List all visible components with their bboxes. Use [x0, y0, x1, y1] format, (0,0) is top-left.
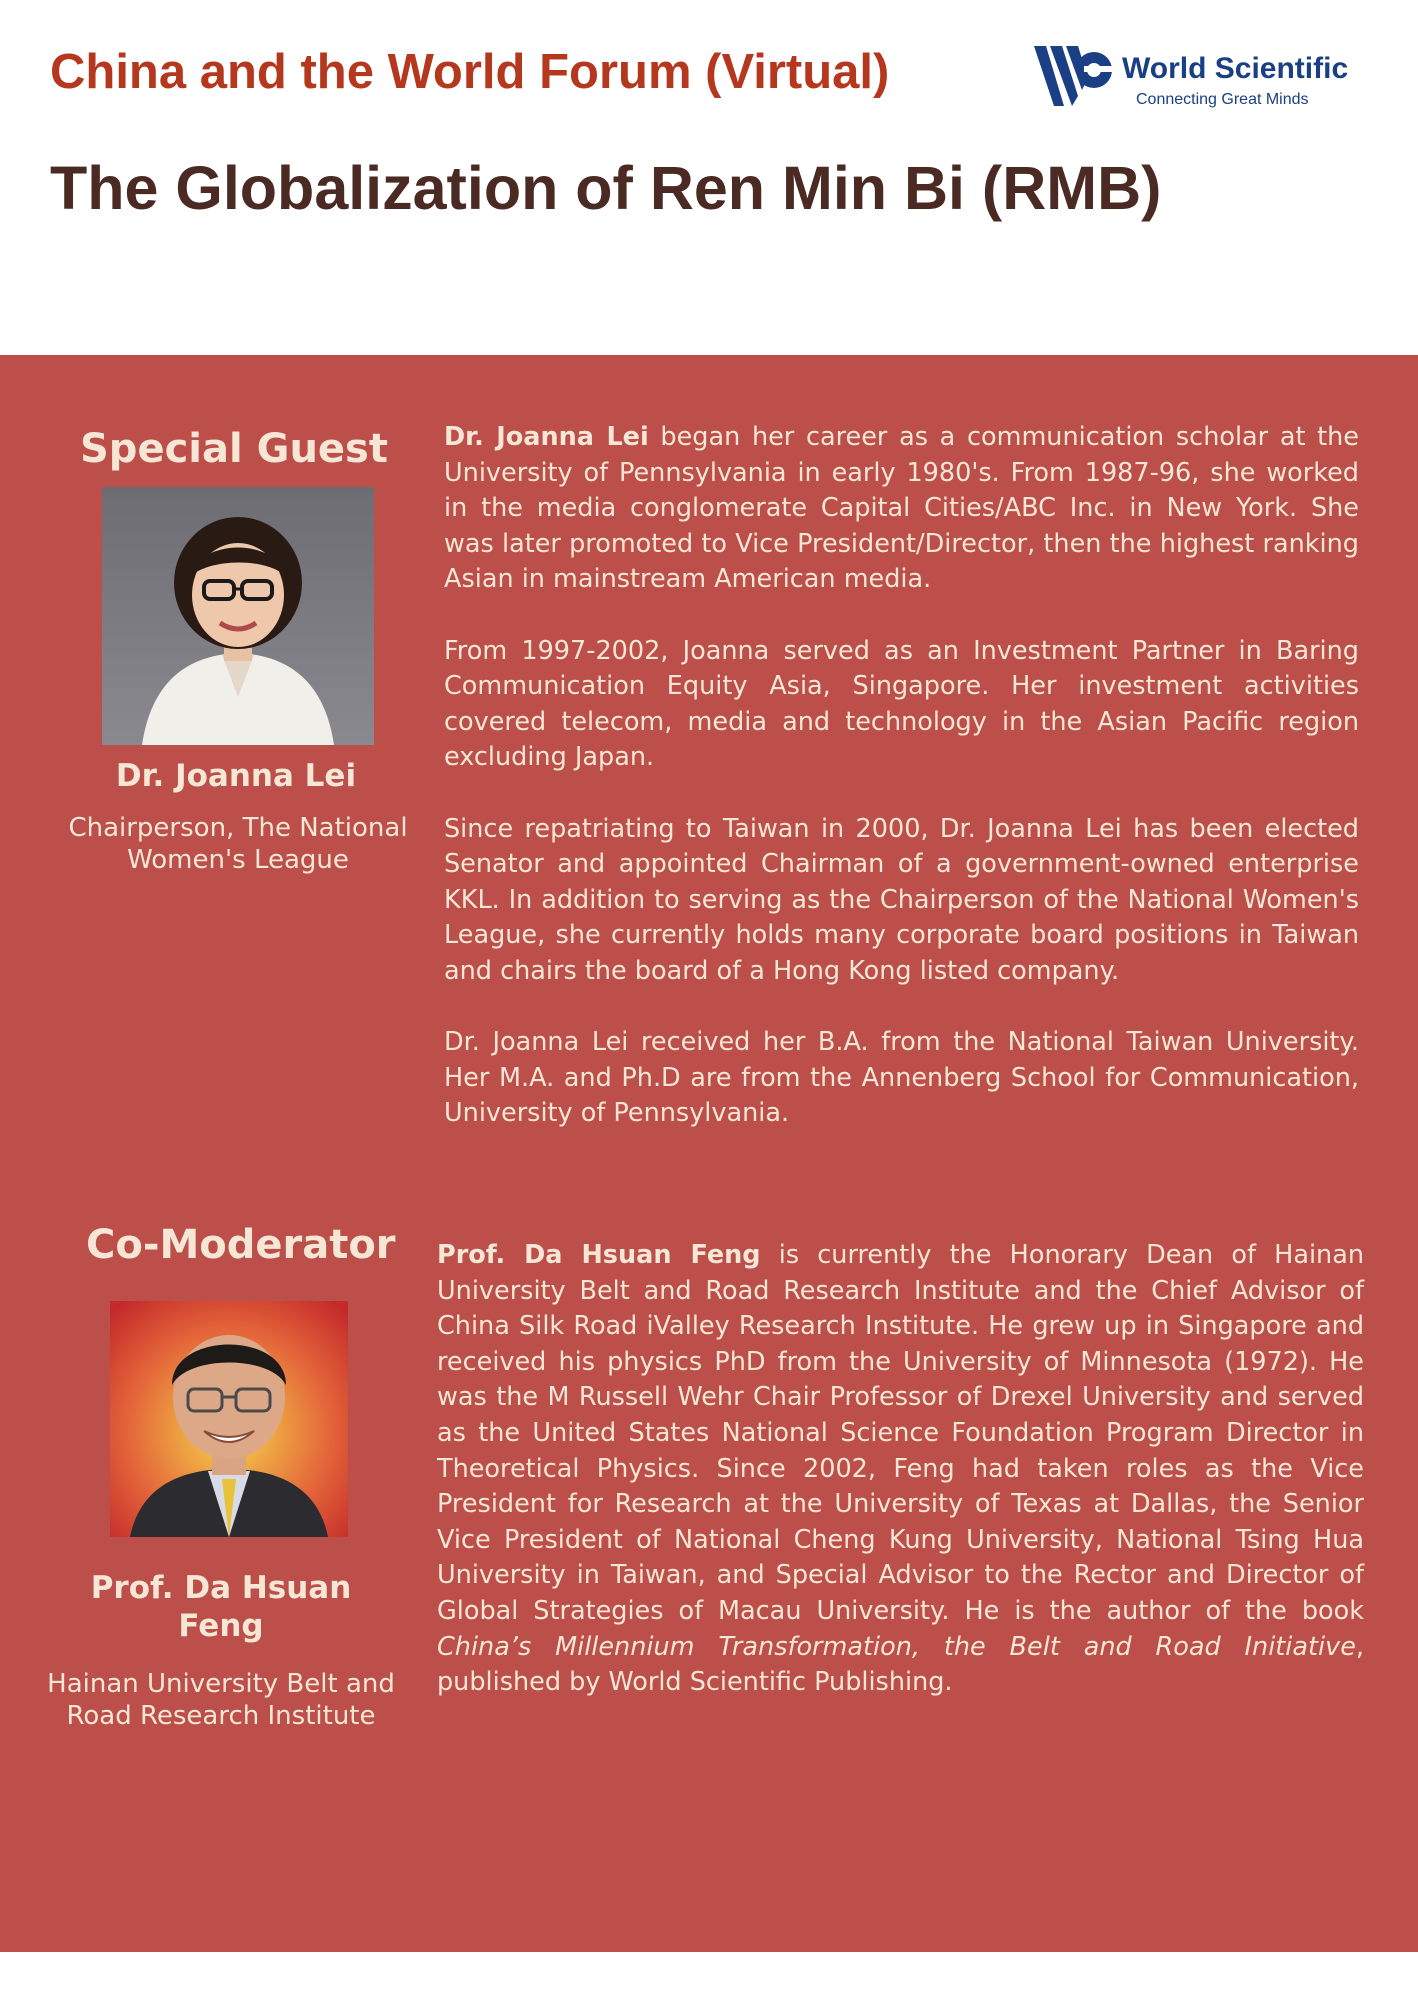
moderator-name: Prof. Da Hsuan Feng	[90, 1570, 352, 1644]
bio-text: Dr. Joanna Lei received her B.A. from the National Taiwan University. Her M.A. and Ph.D are from the Annenberg School for Communication, University of Pennsylvania.	[444, 1027, 1359, 1129]
page-title: The Globalization of Ren Min Bi (RMB)	[50, 154, 1162, 222]
guest-name: Dr. Joanna Lei	[115, 758, 357, 794]
bio-paragraph	[444, 812, 1359, 990]
bio-paragraph	[444, 420, 1359, 598]
guest-photo	[102, 487, 374, 745]
world-scientific-logo-icon	[1032, 42, 1116, 110]
moderator-bio	[437, 1238, 1364, 1736]
moderator-photo	[110, 1301, 348, 1537]
bio-paragraph	[437, 1238, 1364, 1701]
moderator-affiliation: Hainan University Belt and Road Research Institute	[47, 1669, 395, 1731]
guest-affiliation: Chairperson, The National Women's League	[68, 813, 408, 875]
bio-text: Since repatriating to Taiwan in 2000, Dr. Joanna Lei has been elected Senator and appointed Chairman of a government-owned enterprise KKL. In addition to serving as the Chairperson of the National Women's League, she currently holds many corporate board positions in Taiwan and chairs the board of a Hong Kong listed company.	[444, 813, 1359, 986]
role-heading-guest: Special Guest	[80, 426, 388, 472]
bio-book-title: China’s Millennium Transformation, the Belt and Road Initiative	[437, 1631, 1356, 1662]
bio-text: is currently the Honorary Dean of Hainan University Belt and Road Research Institute and the Chief Advisor of China Silk Road iValley Research Institute. He grew up in Singapore and received his physics PhD from the University of Minnesota (1972). He was the M Russell Wehr Chair Professor of Drexel University and served as the United States National Science Foundation Program Director in Theoretical Physics. Since 2002, Feng had taken roles as the Vice President for Research at the University of Texas at Dallas, the Senior Vice President of National Cheng Kung University, National Tsing Hua University in Taiwan, and Special Advisor to the Rector and Director of Global Strategies of Macau University. He is the author of the book	[437, 1240, 1364, 1626]
bio-paragraph	[444, 1025, 1359, 1132]
content-panel	[0, 355, 1418, 1952]
bio-name: Prof. Da Hsuan Feng	[437, 1240, 761, 1270]
guest-bio	[444, 420, 1359, 1167]
bio-name: Dr. Joanna Lei	[444, 422, 649, 452]
forum-title: China and the World Forum (Virtual)	[50, 45, 890, 99]
bio-text: began her career as a communication scholar at the University of Pennsylvania in early 1980's. From 1987-96, she worked in the media conglomerate Capital Cities/ABC Inc. in New York. She was later promoted to Vice President/Director, then the highest ranking Asian in mainstream American media.	[444, 422, 1359, 595]
logo-name: World Scientific	[1122, 52, 1349, 85]
bio-paragraph	[444, 634, 1359, 776]
world-scientific-logo	[1032, 40, 1378, 114]
bio-text: , published by World Scientific Publishing.	[437, 1631, 1364, 1698]
logo-tagline: Connecting Great Minds	[1136, 91, 1309, 108]
bio-text: From 1997-2002, Joanna served as an Investment Partner in Baring Communication Equity Asia, Singapore. Her investment activities covered telecom, media and technology in the Asian Pacific region excluding Japan.	[444, 635, 1359, 773]
role-heading-moderator: Co-Moderator	[86, 1222, 396, 1268]
